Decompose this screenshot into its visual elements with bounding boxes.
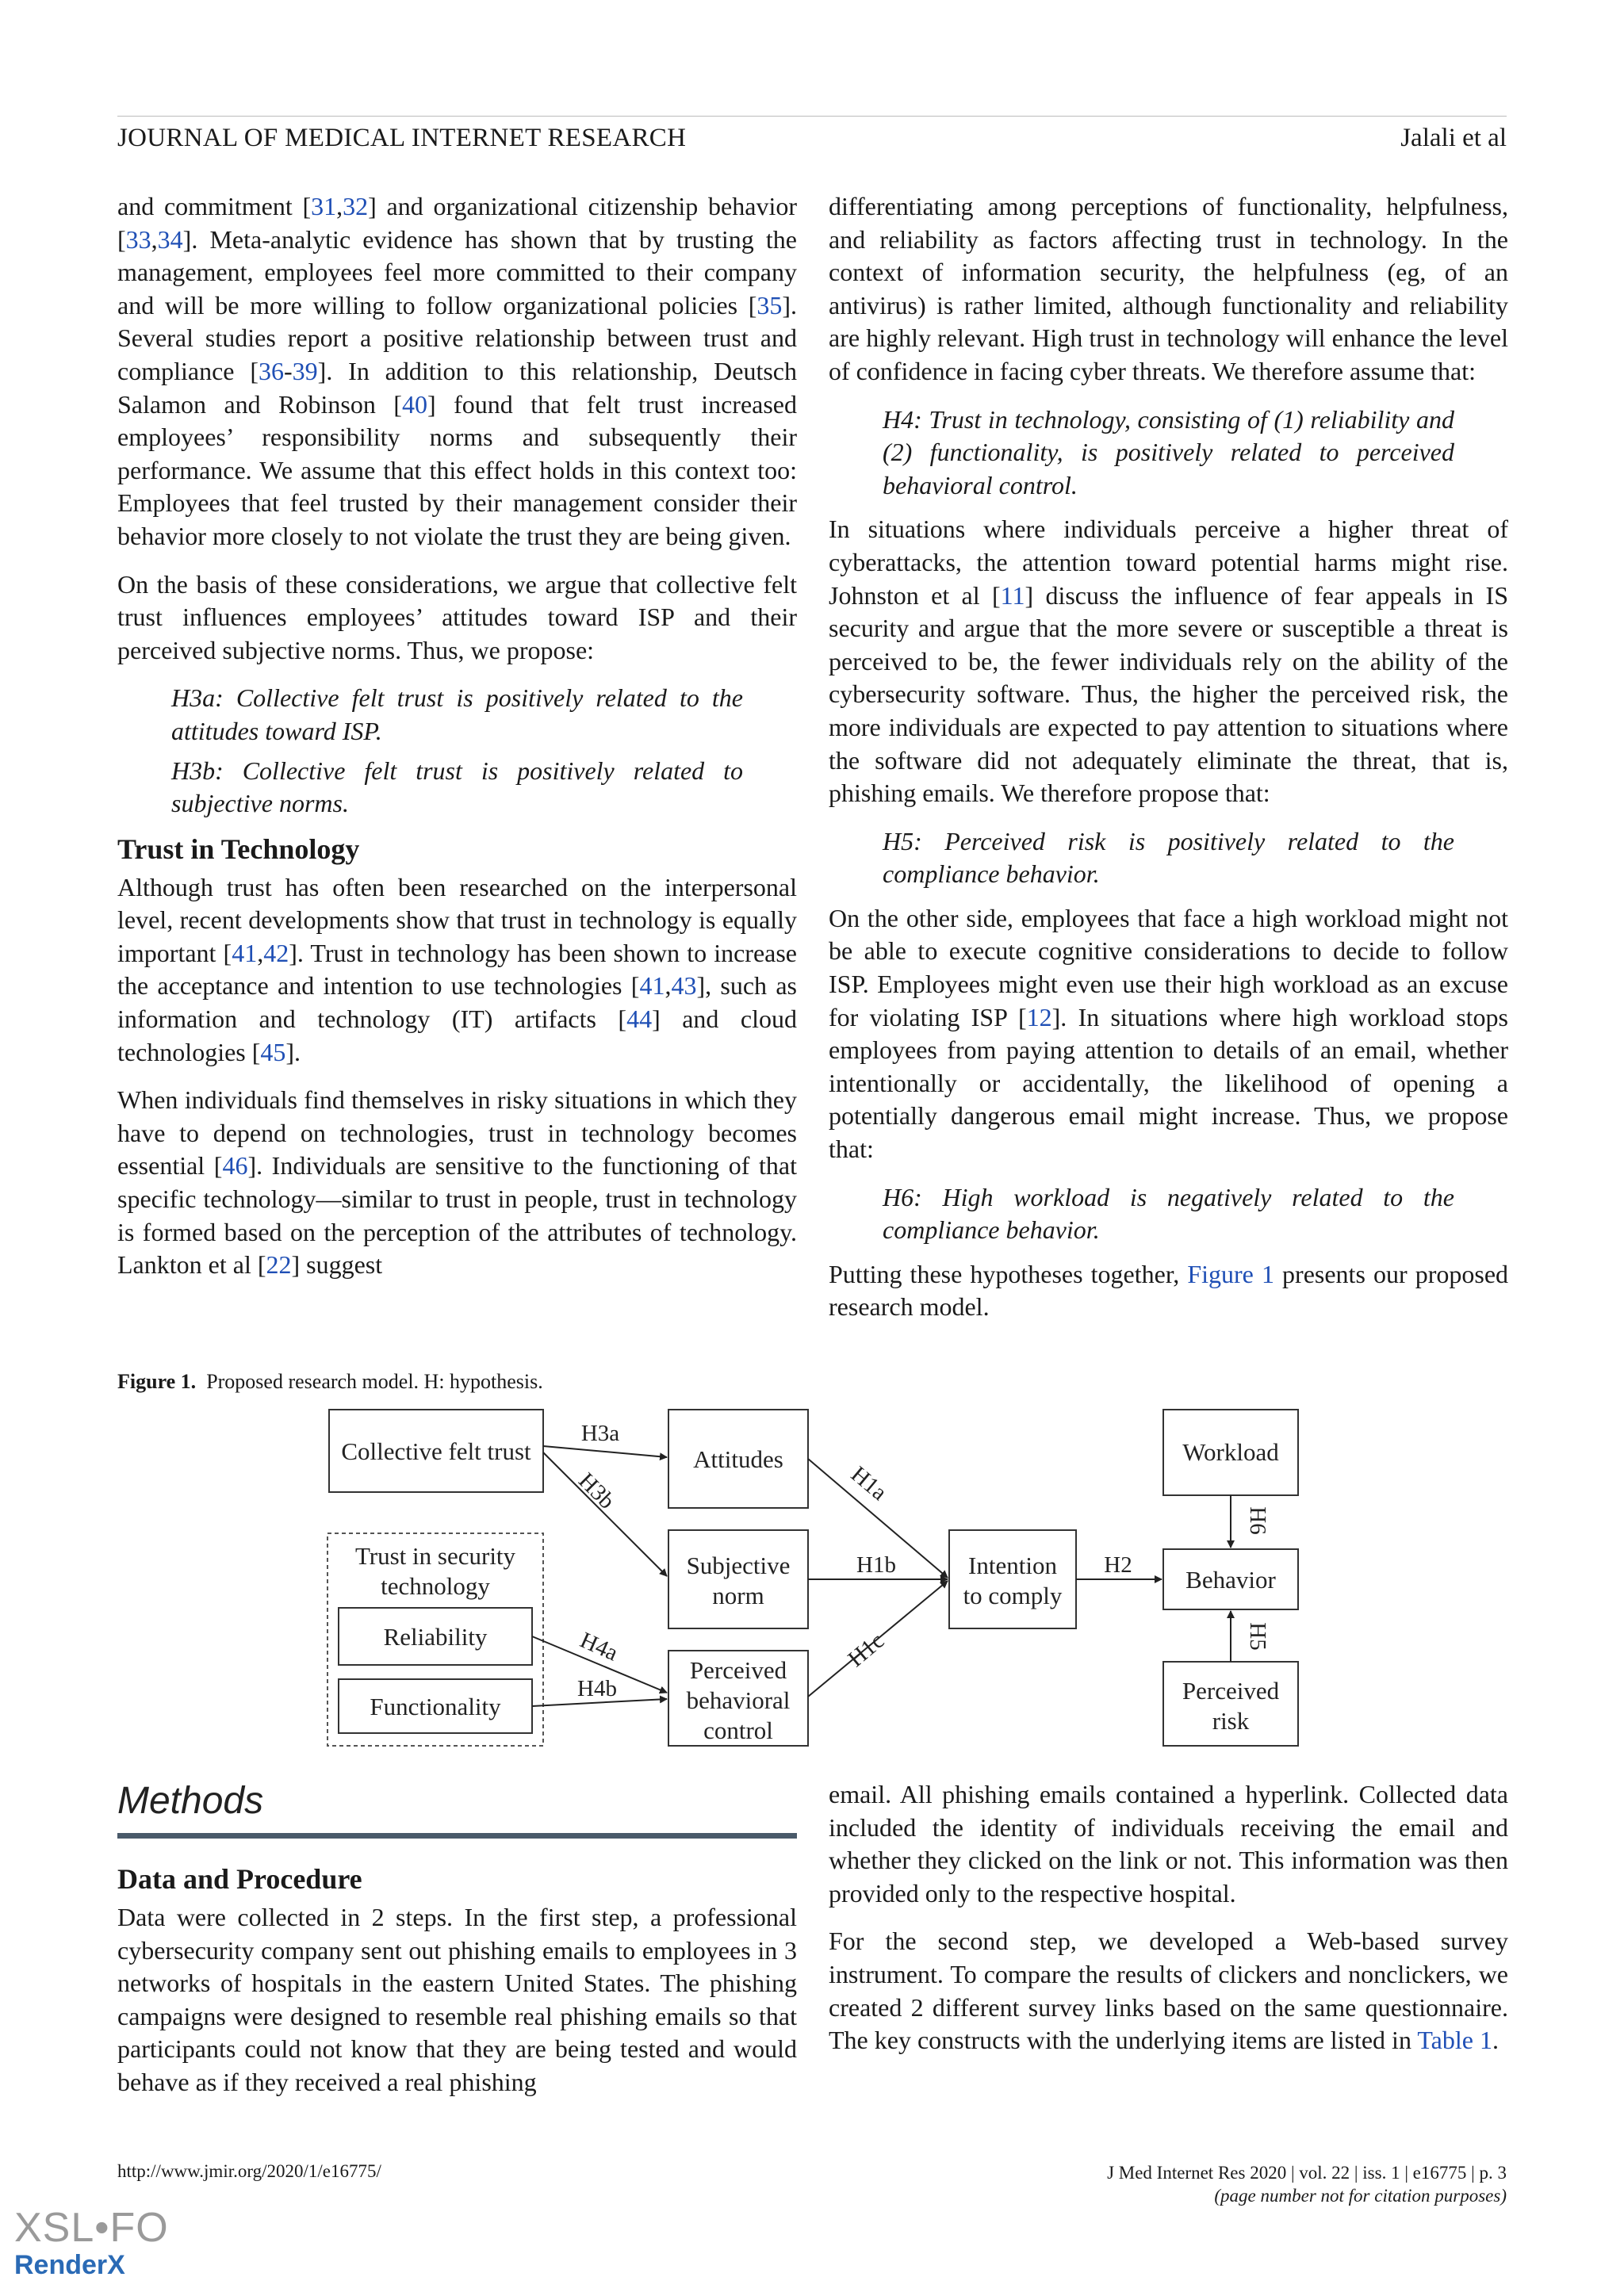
hypothesis-h3a: H3a: Collective felt trust is positively related to the attitudes toward ISP. [171,683,743,745]
research-model-diagram [321,1395,1320,1760]
ref-link[interactable]: 31 [311,192,337,220]
edge-label-h1a: H1a [845,1461,892,1506]
figure-link[interactable]: Figure 1 [1187,1259,1274,1288]
subheading-trust-in-technology: Trust in Technology [117,832,360,865]
citation-note: (page number not for citation purposes) [1214,2186,1507,2206]
journal-title: JOURNAL OF MEDICAL INTERNET RESEARCH [117,124,687,152]
arrow-h3b [543,1452,667,1576]
label-subjective-norm: norm [712,1582,764,1609]
methods-right-column [829,1778,1508,2072]
paragraph-risky-situations: When individuals find themselves in risky situations in which they have to depend on technologies, trust in technology becomes essential [46]. Individuals are sensitive to the functioning of that specific technology—similar to trust in people, trust in technology is formed based on the perception of the attributes of technology. Lankton et al [22] suggest [117,1085,798,1280]
label-perceived-risk: Perceived [1182,1677,1280,1705]
figure-caption: Figure 1. Proposed research model. H: hypothesis. [117,1370,543,1393]
ref-link[interactable]: 33 [125,224,151,254]
box-intention [949,1530,1076,1628]
label-collective-felt-trust: Collective felt trust [341,1437,531,1465]
ref-link[interactable]: 22 [266,1250,292,1280]
label-subjective-norm: Subjective [686,1552,791,1579]
ref-link[interactable]: 41 [639,971,665,1001]
xslfo-logo: XSL•FO [14,2205,169,2251]
renderx-logo: RenderX [14,2250,125,2280]
ref-link[interactable]: 43 [671,971,697,1001]
ref-link[interactable]: 36 [259,356,284,385]
ref-link[interactable]: 35 [756,290,783,320]
label-intention: Intention [968,1552,1057,1579]
label-intention: to comply [963,1582,1063,1609]
ref-link[interactable]: 12 [1026,1002,1052,1031]
paragraph-trust-tech: Although trust has often been researched on the interpersonal level, recent developments show that trust in technology is equally important [41,42]. Trust in technology has been shown to increase the acceptance and intention to use technologies [41,43], such as information and technology (IT) artifacts [44] and cloud technologies [45]. [117,872,798,1066]
arrow-h3a [543,1446,667,1457]
edge-label-h3a: H3a [580,1421,620,1446]
edge-label-h4a: H4a [576,1627,622,1667]
edge-label-h1c: H1c [843,1628,890,1673]
edge-label-h5: H5 [1245,1622,1270,1651]
ref-link[interactable]: 44 [626,1004,653,1034]
edge-label-h4b: H4b [577,1676,617,1701]
edge-label-h1b: H1b [856,1552,896,1578]
ref-link[interactable]: 32 [343,192,369,220]
paragraph-workload: On the other side, employees that face a high workload might not be able to execute cognitive considerations to decide to follow ISP. Employees might even use their high workload as an excuse for violating ISP [12]. In situations where high workload stops employees from paying attention to details of an email, whether intentionally or accidentally, the likelihood of opening a potentially dangerous email might increase. Thus, we propose that: [829,903,1509,1164]
table-link[interactable]: Table 1 [1417,2026,1492,2055]
label-behavior: Behavior [1185,1566,1276,1594]
label-attitudes: Attitudes [693,1445,783,1473]
header-authors: Jalali et al [1400,124,1507,152]
label-pbc: control [703,1716,773,1744]
label-functionality: Functionality [370,1693,501,1720]
ref-link[interactable]: 40 [401,389,427,419]
ref-link[interactable]: 42 [263,938,289,967]
ref-link[interactable]: 34 [157,224,183,254]
section-title-methods: Methods [117,1780,264,1822]
hypothesis-h3b: H3b: Collective felt trust is positively related to subjective norms. [171,756,743,818]
label-perceived-risk: risk [1212,1707,1250,1735]
paragraph-data-collection: Data were collected in 2 steps. In the first step, a professional cybersecurity company sent out phishing emails to employees in 3 networks of hospitals in the eastern United States. The phishing campaigns were designed to resemble real phishing emails so that participants could not know that they are being tested and would behave as if they received a real phishing [117,1903,797,2096]
citation-text: J Med Internet Res 2020 | vol. 22 | iss. 1 | e16775 | p. 3 [1107,2163,1507,2183]
left-column [117,190,797,1297]
paragraph-cyberattacks: In situations where individuals perceive a higher threat of cyberattacks, the attention toward potential harms might rise. Johnston et al [11] discuss the influence of fear appeals in IS security and argue that the more severe or susceptible a threat is perceived to be, the fewer individuals rely on the ability of the cybersecurity software. Thus, the higher the perceived risk, the more individuals are expected to pay attention to situations where the software did not adequately eliminate the threat, that is, phishing emails. We therefore propose that: [829,515,1509,808]
ref-link[interactable]: 46 [222,1151,248,1181]
header-rule [117,116,1507,117]
paragraph-differentiating: differentiating among perceptions of functionality, helpfulness, and reliability as factors affecting trust in technology. In the context of information security, the helpfulness (eg, of an antivirus) is rather limited, although functionality and reliability are highly relevant. High trust in technology will enhance the level of confidence in facing cyber threats. We therefore assume that: [829,192,1508,385]
ref-link[interactable]: 11 [1000,580,1025,610]
ref-link[interactable]: 45 [260,1037,286,1066]
section-rule [117,1833,797,1839]
label-pbc: behavioral [686,1686,791,1714]
paragraph-email-hyperlink: email. All phishing emails contained a hyperlink. Collected data included the identity of individuals receiving the email and whether they clicked on the link or not. This information was then provided only to the respective hospital. [829,1780,1508,1908]
edge-label-h6: H6 [1245,1506,1270,1535]
paragraph-putting-together: Putting these hypotheses together, Figure 1 presents our proposed research model. [829,1259,1509,1322]
label-trust-group: Trust in security [354,1542,516,1570]
hypothesis-h6: H6: High workload is negatively related to the compliance behavior. [883,1182,1454,1245]
edge-label-h3b: H3b [573,1468,620,1514]
ref-link[interactable]: 41 [232,938,258,967]
right-column [829,190,1508,1339]
paragraph-second-step: For the second step, we developed a Web-based survey instrument. To compare the results of clickers and nonclickers, we created 2 different survey links based on the same questionnaire. The key constructs with the underlying items are listed in Table 1. [829,1927,1508,2055]
paragraph-commitment: and commitment [31,32] and organizational citizenship behavior [33,34]. Meta-analytic evidence has shown that by trusting the management, employees feel more committed to their company and will be more willing to follow organizational policies [35]. Several studies report a positive relationship between trust and compliance [36-39]. In addition to this relationship, Deutsch Salamon and Robinson [40] found that felt trust increased employees’ responsibility norms and subsequently their performance. We assume that this effect holds in this context too: Employees that feel trusted by their management consider their behavior more closely to not violate the trust they are being given. [117,192,798,550]
label-workload: Workload [1182,1438,1279,1466]
methods-left-column [117,1854,797,2114]
footer-citation [1107,2161,1507,2207]
ref-link[interactable]: 39 [292,356,318,385]
subheading-data-procedure: Data and Procedure [117,1863,362,1895]
hypothesis-h4: H4: Trust in technology, consisting of (1) reliability and (2) functionality, is positively related to perceived behavioral control. [883,404,1454,499]
box-subjective-norm [668,1530,808,1628]
footer-url[interactable]: http://www.jmir.org/2020/1/e16775/ [117,2161,381,2181]
edge-label-h2: H2 [1104,1552,1132,1578]
label-trust-group: technology [381,1572,490,1600]
hypothesis-h5: H5: Perceived risk is positively related to the compliance behavior. [883,826,1454,889]
paragraph-considerations: On the basis of these considerations, we argue that collective felt trust influences employees’ attitudes toward ISP and their perceived subjective norms. Thus, we propose: [117,569,797,664]
label-pbc: Perceived [689,1656,787,1684]
label-reliability: Reliability [383,1623,488,1651]
